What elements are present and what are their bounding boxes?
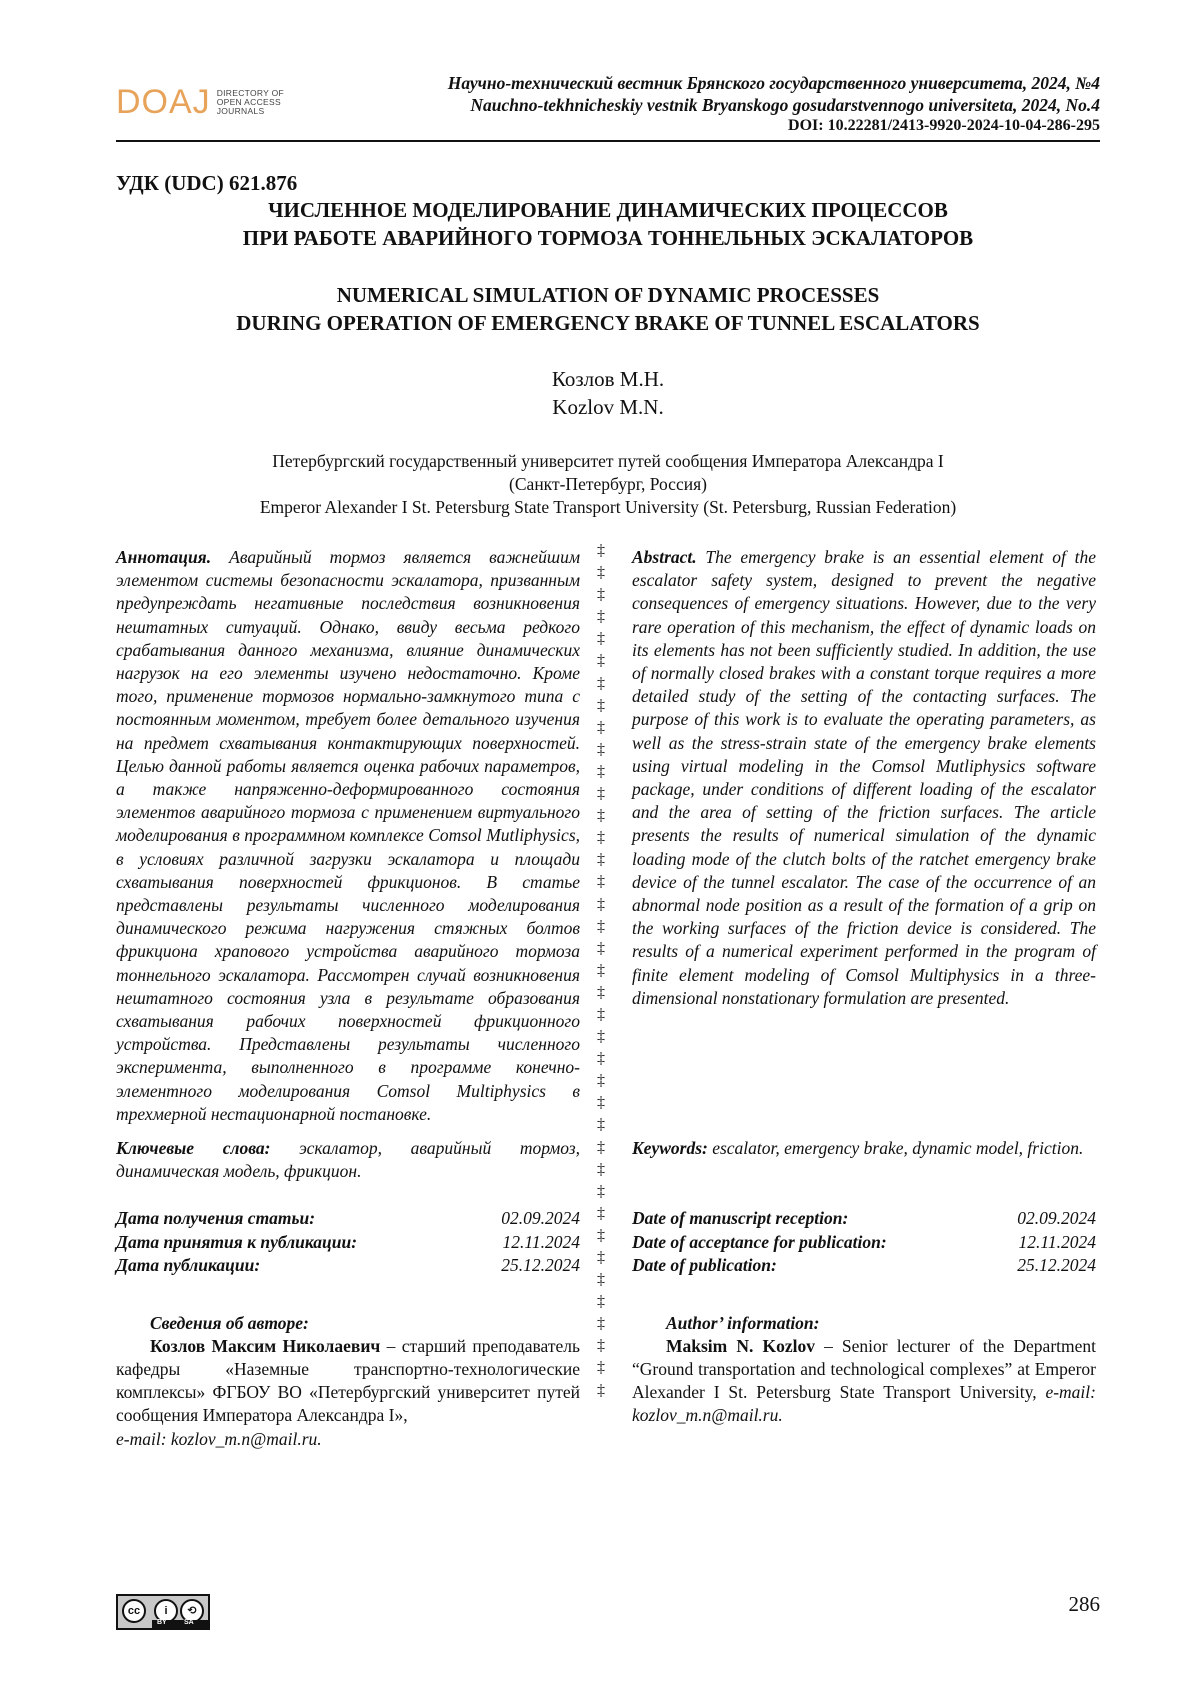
journal-info: [448, 72, 1100, 136]
date-label: Дата публикации:: [116, 1255, 261, 1275]
abstract-text: The emergency brake is an essential element of the escalator safety system, designed to prevent the negative consequences of emergency situations. However, due to the very rare operation of this mechanism, the effect of dynamic loads on its elements has not been sufficiently studied. In addition, the use of normally closed brakes with a constant torque requires a more detailed study of the setting of the contacting surfaces. The purpose of this work is to evaluate the operating parameters, as well as the stress-strain state of the emergency brake elements using virtual modeling in the Comsol Mutliphysics software package, under conditions of different loading of the escalator and the area of setting of the friction surfaces. The article presents the results of numerical simulation of the dynamic loading mode of the clutch bolts of the ratchet emergency brake device of the tunnel escalator. The case of the occurrence of an abnormal node position as a result of the formation of a grip on the working surfaces of the friction device is considered. The results of a numerical experiment performed in the program of finite element modeling of Comsol Multiphysics in a three-dimensional nonstationary formulation are presented.: [632, 547, 1096, 1008]
journal-name-ru: Научно-технический вестник Брянского государственного университета, 2024, №4: [447, 73, 1100, 93]
abstract-label: Аннотация.: [116, 547, 212, 567]
date-label: Date of acceptance for publication:: [632, 1231, 887, 1252]
date-row: [116, 1207, 580, 1231]
title-en-line: NUMERICAL SIMULATION OF DYNAMIC PROCESSES: [336, 283, 880, 307]
date-value: 12.11.2024: [502, 1231, 580, 1252]
abstract-text: Аварийный тормоз является важнейшим элементом системы безопасности эскалатора, призванным предупреждать негативные последствия возникновения нештатных ситуаций. Однако, ввиду весьма редкого срабатывания данного механизма, влияние динамических нагрузок на его элементы изучено недостаточно. Кроме того, применение тормозов нормально-замкнутого типа с постоянным моментом, требует более детального изучения на предмет схватывания контактирующих поверхностей. Целью данной работы является оценка рабочих параметров, а также напряженно-деформированного состояния элементов аварийного тормоза с применением виртуального моделирования в программном комплексе Comsol Mutliphysics, в условиях различной загрузки эскалатора и площади схватывания поверхностей фрикционов. В статье представлены результаты численного моделирования динамического режима нагружения стяжных болтов фрикциона храпового устройства аварийного тормоза тоннельного эскалатора. Рассмотрен случай возникновения нештатного состояния узла в результате образования схватывания рабочих поверхностей фрикционного устройства. Представлены результаты численного эксперимента, выполненного в программе конечно-элементного моделирования Comsol Multiphysics в трехмерной нестационарной постановке.: [116, 547, 581, 1124]
keywords-en: [632, 1137, 1096, 1207]
authors: [116, 365, 1100, 421]
date-row: [116, 1231, 580, 1255]
dates-en: [632, 1207, 1096, 1278]
doaj-logo-subtitle: [217, 89, 284, 116]
keywords-label: Ключевые слова:: [116, 1138, 271, 1158]
cc-by-sa-icon: [116, 1594, 210, 1630]
date-value: 02.09.2024: [501, 1208, 580, 1228]
author-email[interactable]: e-mail: kozlov_m.n@mail.ru.: [116, 1428, 322, 1449]
title-ru-line: ПРИ РАБОТЕ АВАРИЙНОГО ТОРМОЗА ТОННЕЛЬНЫХ ЭСКАЛАТОРОВ: [242, 226, 974, 250]
keywords-text: escalator, emergency brake, dynamic model, friction.: [712, 1138, 1084, 1158]
doi: DOI: 10.22281/2413-9920-2024-10-04-286-295: [788, 117, 1100, 134]
date-row: [632, 1207, 1096, 1231]
doaj-logo-word: DOAJ: [116, 83, 211, 121]
date-value: 25.12.2024: [501, 1255, 580, 1275]
page-number: 286: [1068, 1592, 1100, 1616]
title-ru-line: ЧИСЛЕННОЕ МОДЕЛИРОВАНИЕ ДИНАМИЧЕСКИХ ПРОЦЕССОВ: [268, 198, 948, 222]
dates-ru: [116, 1207, 580, 1278]
doaj-logo: [116, 82, 284, 122]
author-text: – старший преподаватель кафедры «Наземные транспортно-технологические комплексы» ФГБОУ ВО «Петербургский университет путей сообщения Императора Александра I»,: [116, 1335, 580, 1426]
by-icon: i: [154, 1599, 178, 1623]
cc-tag-bar: [152, 1620, 208, 1628]
author-en: Kozlov M.N.: [552, 395, 664, 419]
column-en: [632, 546, 1096, 1428]
author-name: Maksim N. Kozlov: [666, 1335, 815, 1356]
date-row: [632, 1254, 1096, 1278]
date-label: Дата получения статьи:: [116, 1208, 316, 1228]
author-email[interactable]: e-mail: kozlov_m.n@mail.ru.: [632, 1382, 1096, 1426]
date-row: [632, 1231, 1096, 1255]
affiliation-line: Emperor Alexander I St. Petersburg State Transport University (St. Petersburg, Russian Federation): [259, 497, 957, 517]
date-label: Date of manuscript reception:: [632, 1208, 849, 1228]
affiliation: [116, 450, 1100, 519]
date-row: [116, 1254, 580, 1278]
column-divider: ‡ ‡ ‡ ‡ ‡ ‡ ‡ ‡ ‡ ‡ ‡ ‡ ‡ ‡ ‡ ‡ ‡ ‡ ‡ ‡ ‡ ‡ ‡ ‡ ‡ ‡ ‡ ‡ ‡ ‡ ‡ ‡ ‡ ‡ ‡ ‡ ‡ ‡ ‡: [597, 542, 605, 1399]
by-tag: BY: [157, 1619, 167, 1626]
cc-icon: cc: [122, 1599, 146, 1623]
title-ru: [116, 196, 1100, 252]
author-heading: Сведения об авторе:: [150, 1312, 309, 1333]
doaj-sub-line: OPEN ACCESS: [216, 96, 281, 107]
date-label: Date of publication:: [632, 1255, 777, 1275]
author-info-en: [632, 1335, 1096, 1428]
author-text: – Senior lecturer of the Department “Ground transportation and technological complexes” at Emperor Alexander I St. Petersburg State Transport University,: [632, 1335, 1096, 1403]
doaj-sub-line: DIRECTORY OF: [216, 87, 285, 98]
udc-code: УДК (UDC) 621.876: [116, 171, 298, 195]
author-heading: Author’ information:: [666, 1312, 820, 1333]
sa-tag: SA: [184, 1619, 194, 1626]
keywords-label: Keywords:: [632, 1138, 708, 1158]
date-value: 12.11.2024: [1018, 1231, 1096, 1252]
date-value: 25.12.2024: [1017, 1255, 1096, 1275]
title-en: [116, 281, 1100, 337]
abstract-ru: [116, 546, 580, 1137]
header-rule: [116, 140, 1100, 142]
author-info-ru: [116, 1335, 580, 1451]
date-value: 02.09.2024: [1017, 1208, 1096, 1228]
abstract-en: [632, 546, 1096, 1137]
abstract-label: Abstract.: [632, 547, 697, 567]
journal-name-en: Nauchno-tekhnicheskiy vestnik Bryanskogo gosudarstvennogo universiteta, 2024, No.4: [470, 95, 1100, 115]
keywords-ru: [116, 1137, 580, 1207]
affiliation-line: (Санкт-Петербург, Россия): [509, 474, 707, 494]
column-ru: [116, 546, 580, 1451]
title-en-line: DURING OPERATION OF EMERGENCY BRAKE OF TUNNEL ESCALATORS: [236, 311, 980, 335]
sa-icon: ⟲: [180, 1599, 204, 1623]
keywords-text: эскалатор, аварийный тормоз, динамическая модель, фрикцион.: [116, 1138, 581, 1182]
doaj-sub-line: JOURNALS: [216, 105, 265, 116]
author-ru: Козлов М.Н.: [551, 367, 665, 391]
affiliation-line: Петербургский государственный университет путей сообщения Императора Александра I: [272, 451, 944, 471]
date-label: Дата принятия к публикации:: [116, 1231, 358, 1252]
author-name: Козлов Максим Николаевич: [150, 1335, 381, 1356]
page-header: [116, 68, 1100, 142]
